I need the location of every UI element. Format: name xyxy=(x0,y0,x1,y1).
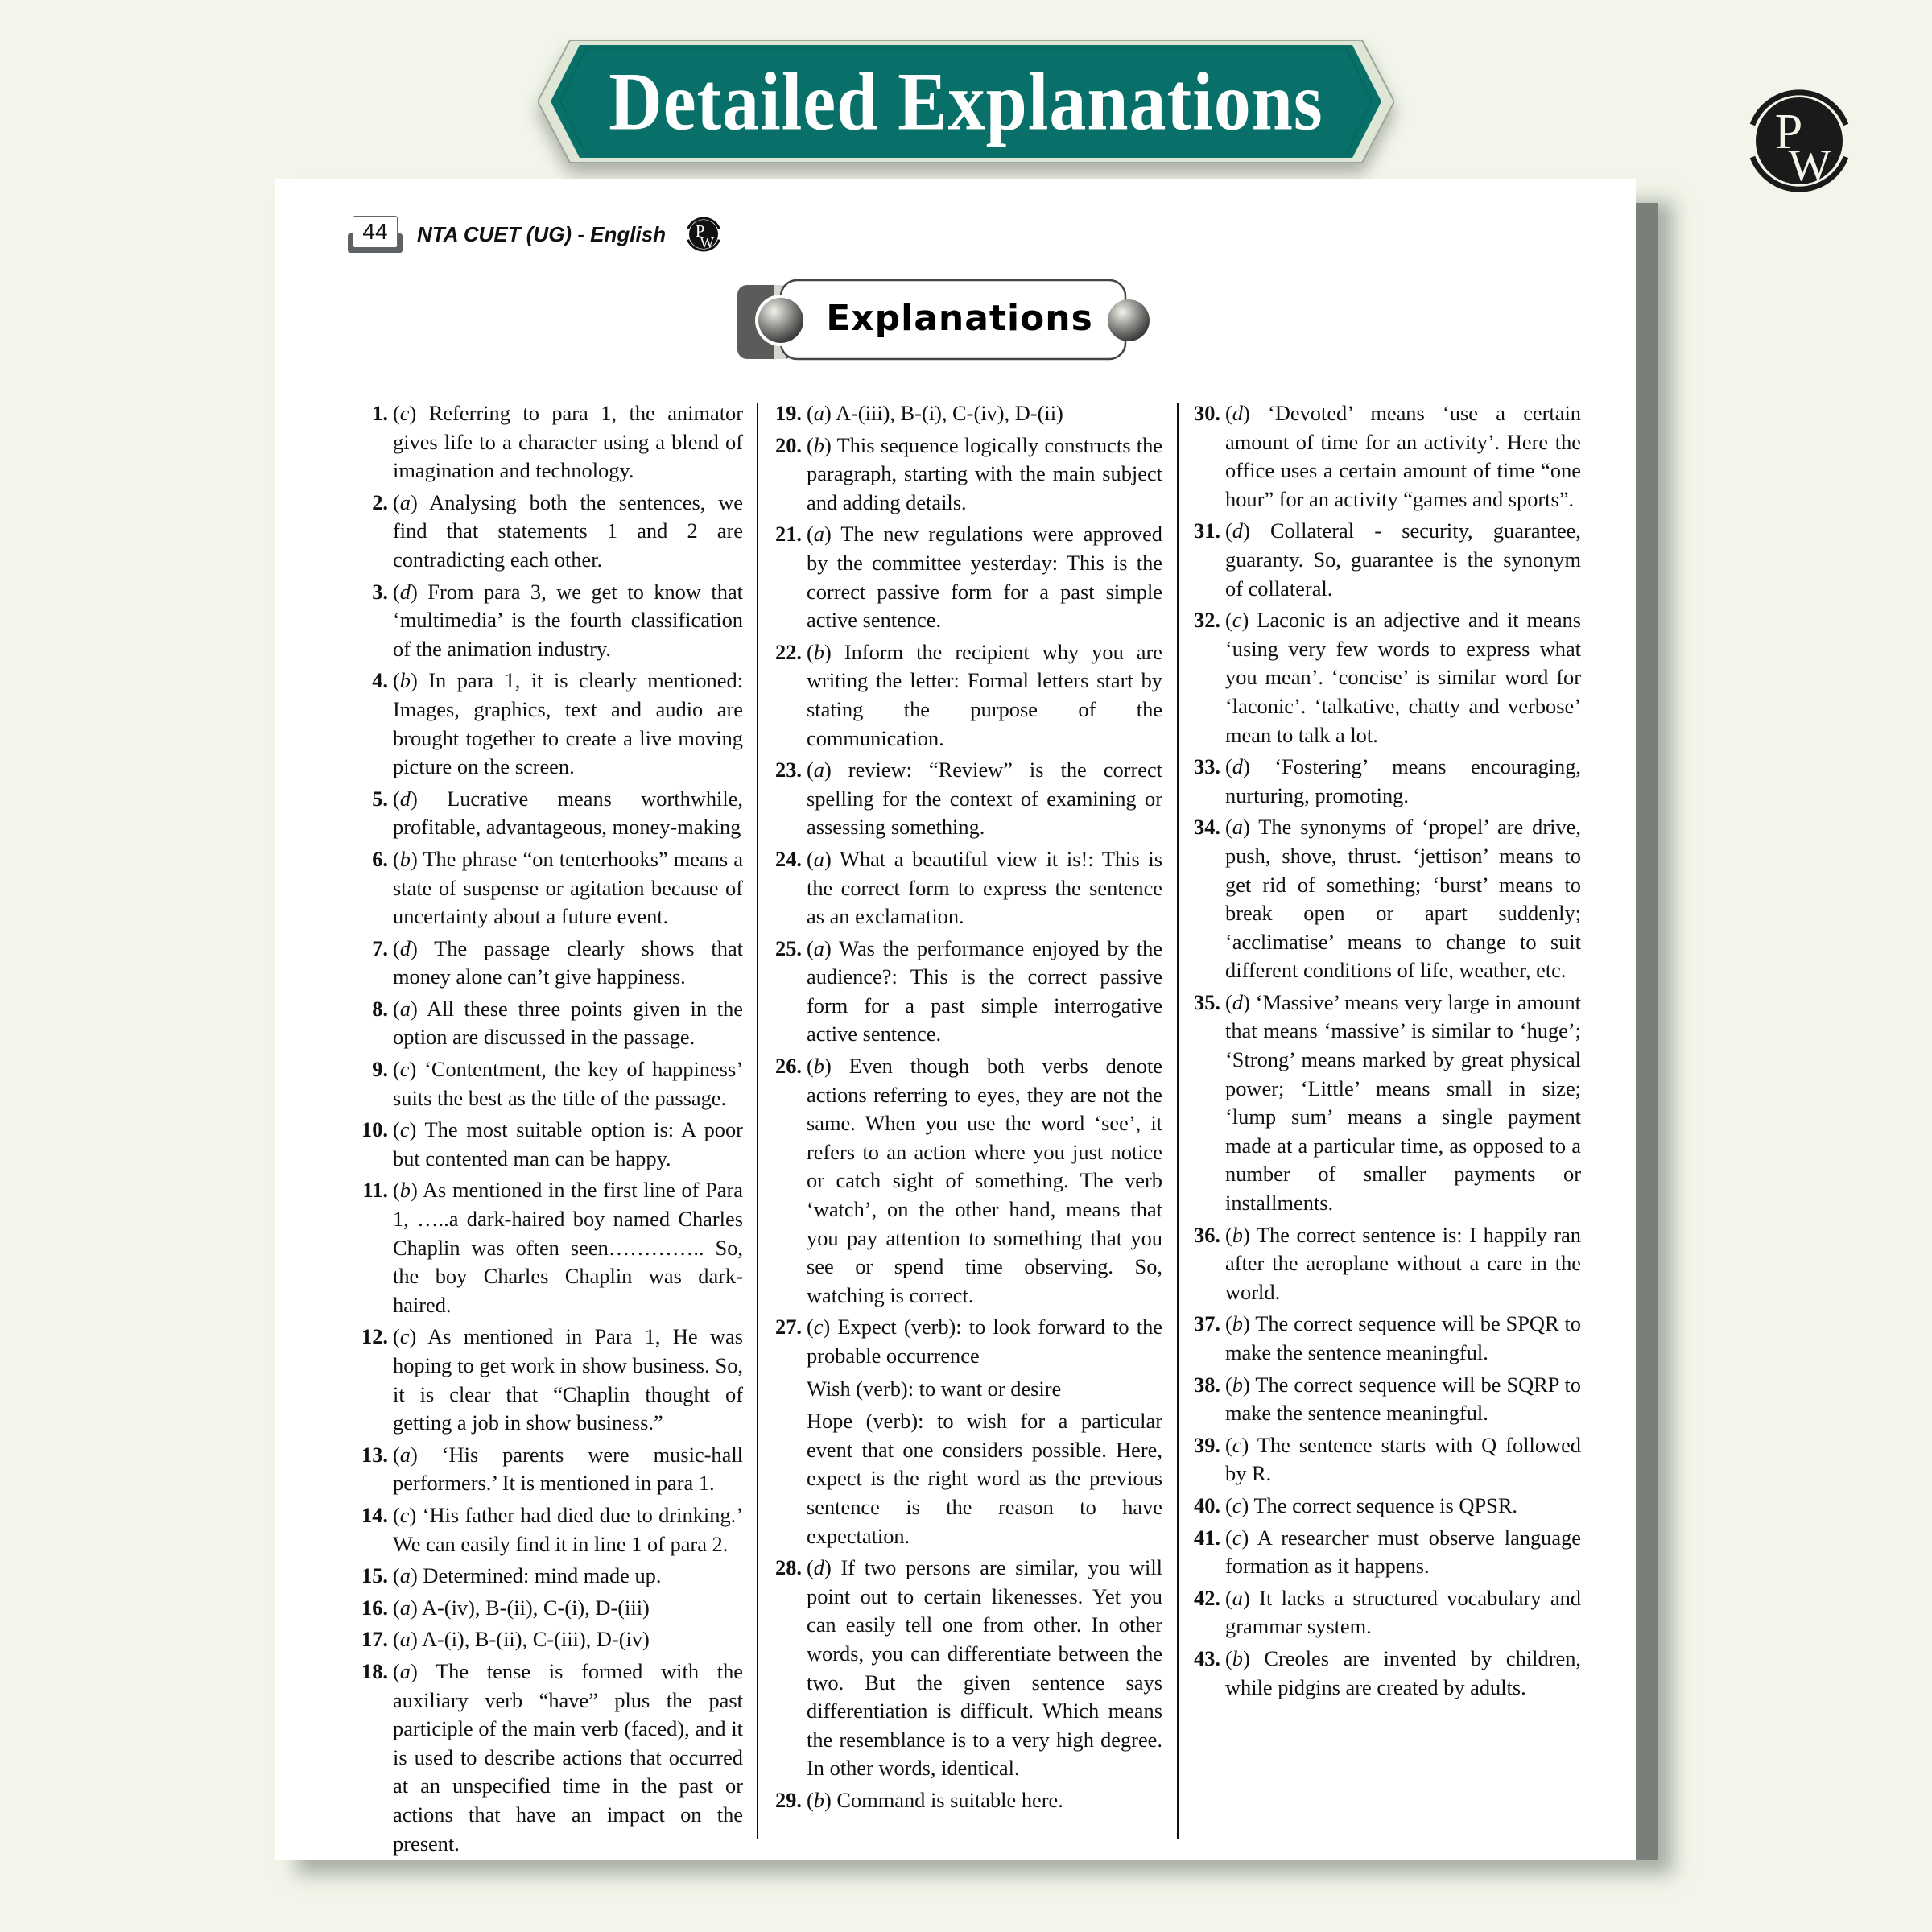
answer-explanation xyxy=(393,1116,743,1173)
answer-item xyxy=(351,399,743,485)
answer-explanation xyxy=(1225,1645,1581,1702)
answer-item xyxy=(1183,753,1581,810)
answer-explanation xyxy=(807,1313,1162,1550)
explanation-paragraph: (b) The phrase “on tenterhooks” means a state of suspense or agitation because of uncertainty about a future event. xyxy=(393,846,743,929)
answer-explanation xyxy=(1225,989,1581,1218)
answer-explanation xyxy=(393,1055,743,1113)
explanation-paragraph: (d) ‘Fostering’ means encouraging, nurturing, promoting. xyxy=(1225,754,1582,807)
answer-item xyxy=(351,1323,743,1437)
answer-number: 28. xyxy=(775,1555,802,1580)
answer-item xyxy=(351,667,743,781)
explanation-text: What a beautiful view it is!: This is the correct form to express the sentence as an exclamation. xyxy=(807,846,1162,929)
answer-number: 23. xyxy=(775,758,802,782)
answer-option: b xyxy=(1232,1311,1243,1336)
explanation-text: ‘His parents were music-hall performers.’ It is mentioned in para 1. xyxy=(393,1442,744,1496)
answer-option: c xyxy=(399,1117,410,1142)
section-title: Explanations xyxy=(826,297,1093,339)
answer-item xyxy=(1183,1645,1581,1702)
explanation-text: The most suitable option is: A poor but contented man can be happy. xyxy=(393,1117,743,1170)
answer-item xyxy=(765,520,1162,634)
answer-option: a xyxy=(1232,1585,1243,1610)
answer-number: 2. xyxy=(372,489,388,514)
pw-logo-icon xyxy=(1739,80,1860,201)
explanation-text: Even though both verbs denote actions referring to eyes, they are not the same. When you use the word ‘see’, it refers to an action where you just notice or catch sight of something. The verb ‘watch’, on the other hand, means that you pay attention to something that you see or spend time observing. So, watching is correct. xyxy=(807,1054,1162,1307)
answer-item xyxy=(1183,1584,1581,1641)
answer-explanation xyxy=(393,489,743,575)
explanation-paragraph: (a) A-(iii), B-(i), C-(iv), D-(ii) xyxy=(807,401,1063,425)
explanation-text: The correct sentence is: I happily ran after the aeroplane without a care in the world. xyxy=(1225,1222,1581,1304)
explanation-paragraph: (c) The correct sequence is QPSR. xyxy=(1225,1492,1518,1517)
answer-item xyxy=(1183,1371,1581,1428)
answer-option: a xyxy=(813,522,824,547)
answer-item xyxy=(765,1052,1162,1310)
explanation-text: In para 1, it is clearly mentioned: Images, graphics, text and audio are brought together to create a live moving picture on the screen. xyxy=(393,668,743,779)
answer-explanation xyxy=(1225,1492,1581,1521)
explanation-text: The sentence starts with Q followed by R. xyxy=(1225,1432,1581,1486)
explanation-text: Lucrative means worthwhile, profitable, advantageous, money-making xyxy=(393,786,743,840)
explanation-paragraph: (d) Lucrative means worthwhile, profitable, advantageous, money-making xyxy=(393,786,743,840)
explanation-paragraph: (d) The passage clearly shows that money alone can’t give happiness. xyxy=(393,935,743,989)
answer-explanation xyxy=(393,785,743,842)
answer-option: a xyxy=(1232,815,1243,840)
answer-item xyxy=(351,1562,743,1591)
answer-explanation xyxy=(393,845,743,931)
answer-number: 12. xyxy=(361,1324,388,1349)
explanation-paragraph: (b) The correct sequence will be SPQR to make the sentence meaningful. xyxy=(1225,1311,1581,1364)
explanation-paragraph: (a) A-(i), B-(ii), C-(iii), D-(iv) xyxy=(393,1627,650,1652)
answer-number: 7. xyxy=(372,935,388,960)
explanation-paragraph: (b) The correct sequence will be SQRP to make the sentence meaningful. xyxy=(1225,1372,1581,1426)
explanation-text: All these three points given in the option are discussed in the passage. xyxy=(393,996,743,1050)
answer-explanation xyxy=(393,1323,743,1437)
explanation-text: Inform the recipient why you are writing the letter: Formal letters start by stating the purpose of the communication. xyxy=(807,639,1162,750)
answer-number: 35. xyxy=(1194,989,1220,1014)
answer-option: a xyxy=(813,846,824,871)
answer-option: b xyxy=(813,639,824,664)
explanation-text: The correct sequence will be SPQR to make the sentence meaningful. xyxy=(1225,1311,1581,1364)
answer-number: 39. xyxy=(1194,1432,1220,1457)
answer-explanation xyxy=(393,1441,743,1498)
explanation-text: The phrase “on tenterhooks” means a state of suspense or agitation because of uncertainty about a future event. xyxy=(393,846,743,929)
pw-mini-logo-icon xyxy=(683,214,724,254)
explanation-paragraph: (c) ‘Contentment, the key of happiness’ suits the best as the title of the passage. xyxy=(393,1057,743,1110)
answer-number: 17. xyxy=(361,1627,388,1652)
answer-number: 30. xyxy=(1194,401,1220,425)
explanation-paragraph: (a) The synonyms of ‘propel’ are drive, push, shove, thrust. ‘jettison’ means to get rid of something; ‘burst’ means to break open or apart suddenly; ‘acclimatise’ means to change to suit different conditions of life, weather, etc. xyxy=(1225,815,1581,983)
answer-option: c xyxy=(1232,1432,1242,1457)
explanation-paragraph: (a) It lacks a structured vocabulary and grammar system. xyxy=(1225,1585,1581,1639)
answer-explanation xyxy=(1225,1371,1581,1428)
explanation-text: The tense is formed with the auxiliary verb “have” plus the past participle of the main verb (faced), and it is used to describe actions that occurred at an unspecified time in the past or actions that have an impact on the present. xyxy=(393,1658,743,1856)
answer-explanation xyxy=(1225,517,1581,603)
answer-number: 16. xyxy=(361,1595,388,1620)
answer-option: a xyxy=(399,1627,411,1652)
answer-number: 34. xyxy=(1194,815,1220,840)
answer-explanation xyxy=(1225,1310,1581,1367)
explanation-paragraph: (a) All these three points given in the option are discussed in the passage. xyxy=(393,996,743,1050)
answers-column-1 xyxy=(351,399,743,1861)
answer-item xyxy=(351,785,743,842)
explanation-paragraph: (d) From para 3, we get to know that ‘multimedia’ is the fourth classification of the animation industry. xyxy=(393,579,743,661)
answer-item xyxy=(351,578,743,664)
answer-explanation xyxy=(393,399,743,485)
answer-item xyxy=(351,489,743,575)
answer-item xyxy=(351,1441,743,1498)
answer-option: a xyxy=(813,935,824,960)
answer-explanation xyxy=(1225,813,1581,985)
answer-item xyxy=(1183,1221,1581,1307)
answer-explanation xyxy=(807,520,1162,634)
explanation-text: Laconic is an adjective and it means ‘using very few words to express what you mean’. ‘concise’ is similar word for ‘laconic’. ‘talkative, chatty and verbose’ mean to talk a lot. xyxy=(1225,608,1582,747)
answer-item xyxy=(351,1625,743,1654)
answer-option: c xyxy=(1232,1525,1242,1550)
explanation-text: It lacks a structured vocabulary and grammar system. xyxy=(1225,1585,1581,1639)
explanation-paragraph: (c) Referring to para 1, the animator gives life to a character using a blend of imagination and technology. xyxy=(393,401,744,483)
answers-column-2 xyxy=(765,399,1162,1818)
explanation-paragraph: (b) The correct sentence is: I happily ran after the aeroplane without a care in the world. xyxy=(1225,1222,1581,1304)
explanation-text: Command is suitable here. xyxy=(836,1787,1063,1812)
answer-item xyxy=(765,1554,1162,1783)
answer-item xyxy=(1183,1431,1581,1488)
answer-explanation xyxy=(807,1786,1162,1815)
explanation-text: If two persons are similar, you will point out to certain likenesses. Yet you can easily tell one from other. In other words, you can differentiate between the two. But the given sentence says differentiation is difficult. Which means the resemblance is to a very high degree. In other words, identical. xyxy=(807,1555,1162,1781)
answer-number: 14. xyxy=(361,1502,388,1527)
explanation-text: ‘Fostering’ means encouraging, nurturing, promoting. xyxy=(1225,754,1582,807)
running-header xyxy=(351,214,724,254)
answer-number: 43. xyxy=(1194,1645,1220,1670)
answer-option: d xyxy=(813,1555,824,1580)
svg-text:W: W xyxy=(1788,141,1831,191)
explanation-paragraph: (a) What a beautiful view it is!: This is the correct form to express the sentence as an exclamation. xyxy=(807,846,1162,929)
answer-option: a xyxy=(399,489,411,514)
answer-item xyxy=(765,756,1162,842)
answer-option: d xyxy=(1232,518,1243,543)
answer-explanation xyxy=(393,1657,743,1858)
explanation-paragraph: (a) The new regulations were approved by the committee yesterday: This is the correct passive form for a past simple active sentence. xyxy=(807,522,1162,633)
answer-number: 26. xyxy=(775,1054,802,1079)
answer-item xyxy=(1183,989,1581,1218)
answer-option: b xyxy=(399,668,411,693)
page-number-badge xyxy=(351,216,401,253)
answer-explanation xyxy=(393,1625,743,1654)
answer-option: c xyxy=(1232,608,1242,633)
answer-item xyxy=(1183,1492,1581,1521)
answer-number: 41. xyxy=(1194,1525,1220,1550)
answer-option: b xyxy=(1232,1372,1243,1397)
explanation-paragraph: (b) As mentioned in the first line of Para 1, …..a dark-haired boy named Charles Chaplin was often seen………….. So, the boy Charles Chaplin was dark-haired. xyxy=(393,1178,743,1317)
explanation-text: The new regulations were approved by the committee yesterday: This is the correct passive form for a past simple active sentence. xyxy=(807,522,1162,633)
answer-number: 38. xyxy=(1194,1372,1220,1397)
answer-explanation xyxy=(807,935,1162,1049)
answer-number: 19. xyxy=(775,401,802,425)
answer-explanation xyxy=(1225,606,1581,749)
svg-text:W: W xyxy=(700,234,715,252)
explanation-paragraph: (c) Expect (verb): to look forward to the probable occurrence xyxy=(807,1315,1162,1368)
explanation-paragraph: (b) Creoles are invented by children, while pidgins are created by adults. xyxy=(1225,1645,1581,1699)
page-number: 44 xyxy=(353,216,398,248)
explanation-text: The synonyms of ‘propel’ are drive, push, shove, thrust. ‘jettison’ means to get rid of something; ‘burst’ means to break open or apart suddenly; ‘acclimatise’ means to change to suit different conditions of life, weather, etc. xyxy=(1225,815,1581,983)
answer-option: c xyxy=(813,1315,824,1340)
answer-option: a xyxy=(813,758,824,782)
answer-item xyxy=(1183,606,1581,749)
answer-number: 15. xyxy=(361,1563,388,1588)
answer-item xyxy=(1183,399,1581,514)
answer-number: 11. xyxy=(362,1178,388,1203)
column-divider xyxy=(757,402,758,1839)
answer-number: 3. xyxy=(372,579,388,604)
answer-option: d xyxy=(399,579,411,604)
explanation-paragraph: (d) ‘Devoted’ means ‘use a certain amount of time for an activity’. Here the office uses a certain amount of time “one hour” for an activity “games and sports”. xyxy=(1225,401,1581,511)
answer-explanation xyxy=(807,638,1162,753)
answer-explanation xyxy=(393,935,743,992)
explanation-paragraph xyxy=(807,1375,1162,1404)
pw-logo xyxy=(1739,80,1860,201)
explanation-paragraph: (c) The sentence starts with Q followed by R. xyxy=(1225,1432,1581,1486)
answer-option: c xyxy=(399,1502,410,1527)
explanation-text: This sequence logically constructs the paragraph, starting with the main subject and adding details. xyxy=(807,432,1162,514)
answer-item xyxy=(765,431,1162,518)
answer-item xyxy=(351,1657,743,1858)
answer-option: c xyxy=(1232,1492,1242,1517)
answer-number: 5. xyxy=(372,786,388,811)
answer-number: 42. xyxy=(1194,1585,1220,1610)
answer-number: 36. xyxy=(1194,1222,1220,1247)
answer-option: d xyxy=(399,786,411,811)
explanation-text: From para 3, we get to know that ‘multimedia’ is the fourth classification of the animation industry. xyxy=(393,579,743,661)
answer-option: b xyxy=(1232,1222,1243,1247)
answer-item xyxy=(351,845,743,931)
answer-option: a xyxy=(399,996,411,1021)
answer-item xyxy=(1183,517,1581,603)
answer-number: 24. xyxy=(775,846,802,871)
explanation-text: Determined: mind made up. xyxy=(423,1563,662,1588)
answer-number: 20. xyxy=(775,432,802,457)
explanation-text: ‘Devoted’ means ‘use a certain amount of time for an activity’. Here the office uses a certain amount of time “one hour” for an activity “games and sports”. xyxy=(1225,401,1581,511)
explanation-paragraph: (d) If two persons are similar, you will point out to certain likenesses. Yet you can easily tell one from other. In other words, you can differentiate between the two. But the given sentence says differentiation is difficult. Which means the resemblance is to a very high degree. In other words, identical. xyxy=(807,1555,1162,1781)
explanation-text: Hope (verb): to wish for a particular event that one considers possible. Here, expect is the right word as the previous sentence is the reason to have expectation. xyxy=(807,1409,1162,1548)
answer-option: c xyxy=(399,1057,410,1082)
answer-number: 22. xyxy=(775,639,802,664)
answer-explanation xyxy=(807,845,1162,931)
explanation-paragraph: (c) Laconic is an adjective and it means ‘using very few words to express what you mean’. ‘concise’ is similar word for ‘laconic’. ‘talkative, chatty and verbose’ mean to talk a lot. xyxy=(1225,608,1582,747)
answer-explanation xyxy=(393,1562,743,1591)
explanation-paragraph: (a) The tense is formed with the auxiliary verb “have” plus the past participle of the main verb (faced), and it is used to describe actions that occurred at an unspecified time in the past or actions that have an impact on the present. xyxy=(393,1658,743,1856)
answer-explanation xyxy=(1225,1524,1581,1581)
answer-number: 9. xyxy=(372,1057,388,1082)
answer-number: 27. xyxy=(775,1315,802,1340)
explanation-paragraph: (b) Inform the recipient why you are writing the letter: Formal letters start by stating the purpose of the communication. xyxy=(807,639,1162,750)
answer-number: 4. xyxy=(372,668,388,693)
answer-explanation xyxy=(393,995,743,1052)
answer-number: 37. xyxy=(1194,1311,1220,1336)
answer-number: 6. xyxy=(372,846,388,871)
answer-item xyxy=(351,935,743,992)
explanation-text: A researcher must observe language formation as it happens. xyxy=(1225,1525,1581,1579)
explanation-text: As mentioned in the first line of Para 1, …..a dark-haired boy named Charles Chaplin was often seen………….. So, the boy Charles Chaplin was dark-haired. xyxy=(393,1178,743,1317)
explanation-paragraph: (b) Command is suitable here. xyxy=(807,1787,1063,1812)
answer-explanation xyxy=(393,578,743,664)
answer-item xyxy=(1183,1524,1581,1581)
explanation-text: Referring to para 1, the animator gives life to a character using a blend of imagination and technology. xyxy=(393,401,744,483)
column-divider xyxy=(1177,402,1179,1839)
answer-item xyxy=(765,638,1162,753)
explanation-text: Was the performance enjoyed by the audience?: This is the correct passive form for a past simple interrogative active sentence. xyxy=(807,935,1162,1046)
answer-number: 1. xyxy=(372,401,388,425)
answer-explanation xyxy=(807,431,1162,518)
answer-option: c xyxy=(399,1324,410,1349)
answer-item xyxy=(351,1501,743,1558)
explanation-text: Analysing both the sentences, we find that statements 1 and 2 are contradicting each other. xyxy=(393,489,743,572)
explanation-text: review: “Review” is the correct spelling for the context of examining or assessing something. xyxy=(807,758,1162,840)
explanation-text: A-(iv), B-(ii), C-(i), D-(iii) xyxy=(421,1595,650,1620)
answer-option: a xyxy=(399,1563,411,1588)
answer-item xyxy=(351,1594,743,1623)
answer-option: c xyxy=(399,401,410,425)
answer-option: b xyxy=(813,1054,824,1079)
answer-number: 31. xyxy=(1194,518,1220,543)
explanation-paragraph: (d) Collateral - security, guarantee, guaranty. So, guarantee is the synonym of collateral. xyxy=(1225,518,1581,601)
answer-number: 8. xyxy=(372,996,388,1021)
explanation-paragraph: (d) ‘Massive’ means very large in amount that means ‘massive’ is similar to ‘huge’; ‘Strong’ means marked by great physical power; ‘Little’ means small in size; ‘lump sum’ means a single payment made at a particular time, as opposed to a number of smaller payments or installments. xyxy=(1225,989,1581,1216)
answer-number: 25. xyxy=(775,935,802,960)
explanation-text: As mentioned in Para 1, He was hoping to get work in show business. So, it is clear that “Chaplin thought of getting a job in show business.” xyxy=(393,1324,744,1435)
answer-explanation xyxy=(807,756,1162,842)
answer-explanation xyxy=(393,1501,743,1558)
explanation-paragraph: (a) Determined: mind made up. xyxy=(393,1563,662,1588)
answer-item xyxy=(351,1116,743,1173)
answer-option: b xyxy=(1232,1645,1243,1670)
answer-explanation xyxy=(1225,753,1581,810)
answer-number: 10. xyxy=(361,1117,388,1142)
svg-text:P: P xyxy=(1774,105,1803,159)
answer-option: b xyxy=(399,1178,411,1203)
answer-number: 13. xyxy=(361,1442,388,1467)
explanation-paragraph: (c) The most suitable option is: A poor but contented man can be happy. xyxy=(393,1117,743,1170)
answer-option: b xyxy=(813,432,824,457)
answer-explanation xyxy=(807,1052,1162,1310)
detailed-explanations-banner xyxy=(538,40,1394,163)
explanation-text: A-(i), B-(ii), C-(iii), D-(iv) xyxy=(421,1627,650,1652)
answer-explanation xyxy=(393,667,743,781)
explanation-text: Collateral - security, guarantee, guaranty. So, guarantee is the synonym of collateral. xyxy=(1225,518,1581,601)
answer-item xyxy=(765,845,1162,931)
explanation-text: The correct sequence will be SQRP to make the sentence meaningful. xyxy=(1225,1372,1581,1426)
answer-item xyxy=(1183,1310,1581,1367)
explanation-paragraph: (a) A-(iv), B-(ii), C-(i), D-(iii) xyxy=(393,1595,650,1620)
explanation-paragraph: (a) Analysing both the sentences, we find that statements 1 and 2 are contradicting each other. xyxy=(393,489,743,572)
answer-explanation xyxy=(1225,1584,1581,1641)
explanation-text: Wish (verb): to want or desire xyxy=(807,1376,1062,1401)
answer-item xyxy=(765,935,1162,1049)
answer-item xyxy=(765,399,1162,428)
answer-item xyxy=(351,995,743,1052)
answer-item xyxy=(765,1313,1162,1550)
explanation-text: Creoles are invented by children, while pidgins are created by adults. xyxy=(1225,1645,1581,1699)
answers-column-3 xyxy=(1183,399,1581,1705)
answer-explanation xyxy=(807,1554,1162,1783)
explanation-paragraph: (c) ‘His father had died due to drinking.’ We can easily find it in line 1 of para 2. xyxy=(393,1502,743,1556)
answer-option: a xyxy=(399,1595,411,1620)
answer-option: b xyxy=(813,1787,824,1812)
answer-number: 32. xyxy=(1194,608,1220,633)
explanation-paragraph: (c) As mentioned in Para 1, He was hoping to get work in show business. So, it is clear that “Chaplin thought of getting a job in show business.” xyxy=(393,1324,744,1435)
answer-option: b xyxy=(399,846,411,871)
explanation-text: ‘Massive’ means very large in amount that means ‘massive’ is similar to ‘huge’; ‘Strong’ means marked by great physical power; ‘Little’ means small in size; ‘lump sum’ means a single payment made at a particular time, as opposed to a number of smaller payments or installments. xyxy=(1225,989,1581,1216)
book-title: NTA CUET (UG) - English xyxy=(417,221,667,246)
explanation-paragraph: (a) review: “Review” is the correct spelling for the context of examining or assessing something. xyxy=(807,758,1162,840)
answer-explanation xyxy=(1225,399,1581,514)
answer-number: 18. xyxy=(361,1658,388,1683)
answer-explanation xyxy=(1225,1431,1581,1488)
answer-explanation xyxy=(1225,1221,1581,1307)
explanation-paragraph: (b) In para 1, it is clearly mentioned: Images, graphics, text and audio are brought together to create a live moving picture on the screen. xyxy=(393,668,743,779)
answer-number: 40. xyxy=(1194,1492,1220,1517)
answer-item xyxy=(351,1055,743,1113)
explanation-text: A-(iii), B-(i), C-(iv), D-(ii) xyxy=(835,401,1063,425)
answer-number: 33. xyxy=(1194,754,1220,779)
answer-option: d xyxy=(399,935,411,960)
answer-option: d xyxy=(1232,989,1243,1014)
explanation-paragraph: (a) ‘His parents were music-hall performers.’ It is mentioned in para 1. xyxy=(393,1442,744,1496)
answer-option: d xyxy=(1232,401,1243,425)
explanation-text: The passage clearly shows that money alone can’t give happiness. xyxy=(393,935,743,989)
answer-option: d xyxy=(1232,754,1243,779)
explanation-paragraph: (c) A researcher must observe language formation as it happens. xyxy=(1225,1525,1581,1579)
answer-number: 29. xyxy=(775,1787,802,1812)
answer-number: 21. xyxy=(775,522,802,547)
answer-explanation xyxy=(393,1176,743,1319)
answer-item xyxy=(1183,813,1581,985)
explanation-text: ‘Contentment, the key of happiness’ suits the best as the title of the passage. xyxy=(393,1057,743,1110)
answer-explanation xyxy=(807,399,1162,428)
explanation-paragraph xyxy=(807,1407,1162,1550)
banner-title: Detailed Explanations xyxy=(609,55,1323,148)
explanation-text: ‘His father had died due to drinking.’ We can easily find it in line 1 of para 2. xyxy=(393,1502,743,1556)
answer-option: a xyxy=(813,401,824,425)
answer-explanation xyxy=(393,1594,743,1623)
svg-text:P: P xyxy=(696,223,705,241)
answer-item xyxy=(351,1176,743,1319)
explanation-paragraph: (a) Was the performance enjoyed by the audience?: This is the correct passive form for a past simple interrogative active sentence. xyxy=(807,935,1162,1046)
explanation-paragraph: (b) This sequence logically constructs the paragraph, starting with the main subject and adding details. xyxy=(807,432,1162,514)
answer-item xyxy=(765,1786,1162,1815)
answer-option: a xyxy=(399,1442,411,1467)
section-heading-badge xyxy=(734,269,1172,367)
explanation-text: Expect (verb): to look forward to the probable occurrence xyxy=(807,1315,1162,1368)
explanation-paragraph: (b) Even though both verbs denote actions referring to eyes, they are not the same. When you use the word ‘see’, it refers to an action where you just notice or catch sight of something. The verb ‘watch’, on the other hand, means that you pay attention to something that you see or spend time observing. So, watching is correct. xyxy=(807,1054,1162,1307)
answer-option: a xyxy=(399,1658,411,1683)
explanation-text: The correct sequence is QPSR. xyxy=(1253,1492,1518,1517)
